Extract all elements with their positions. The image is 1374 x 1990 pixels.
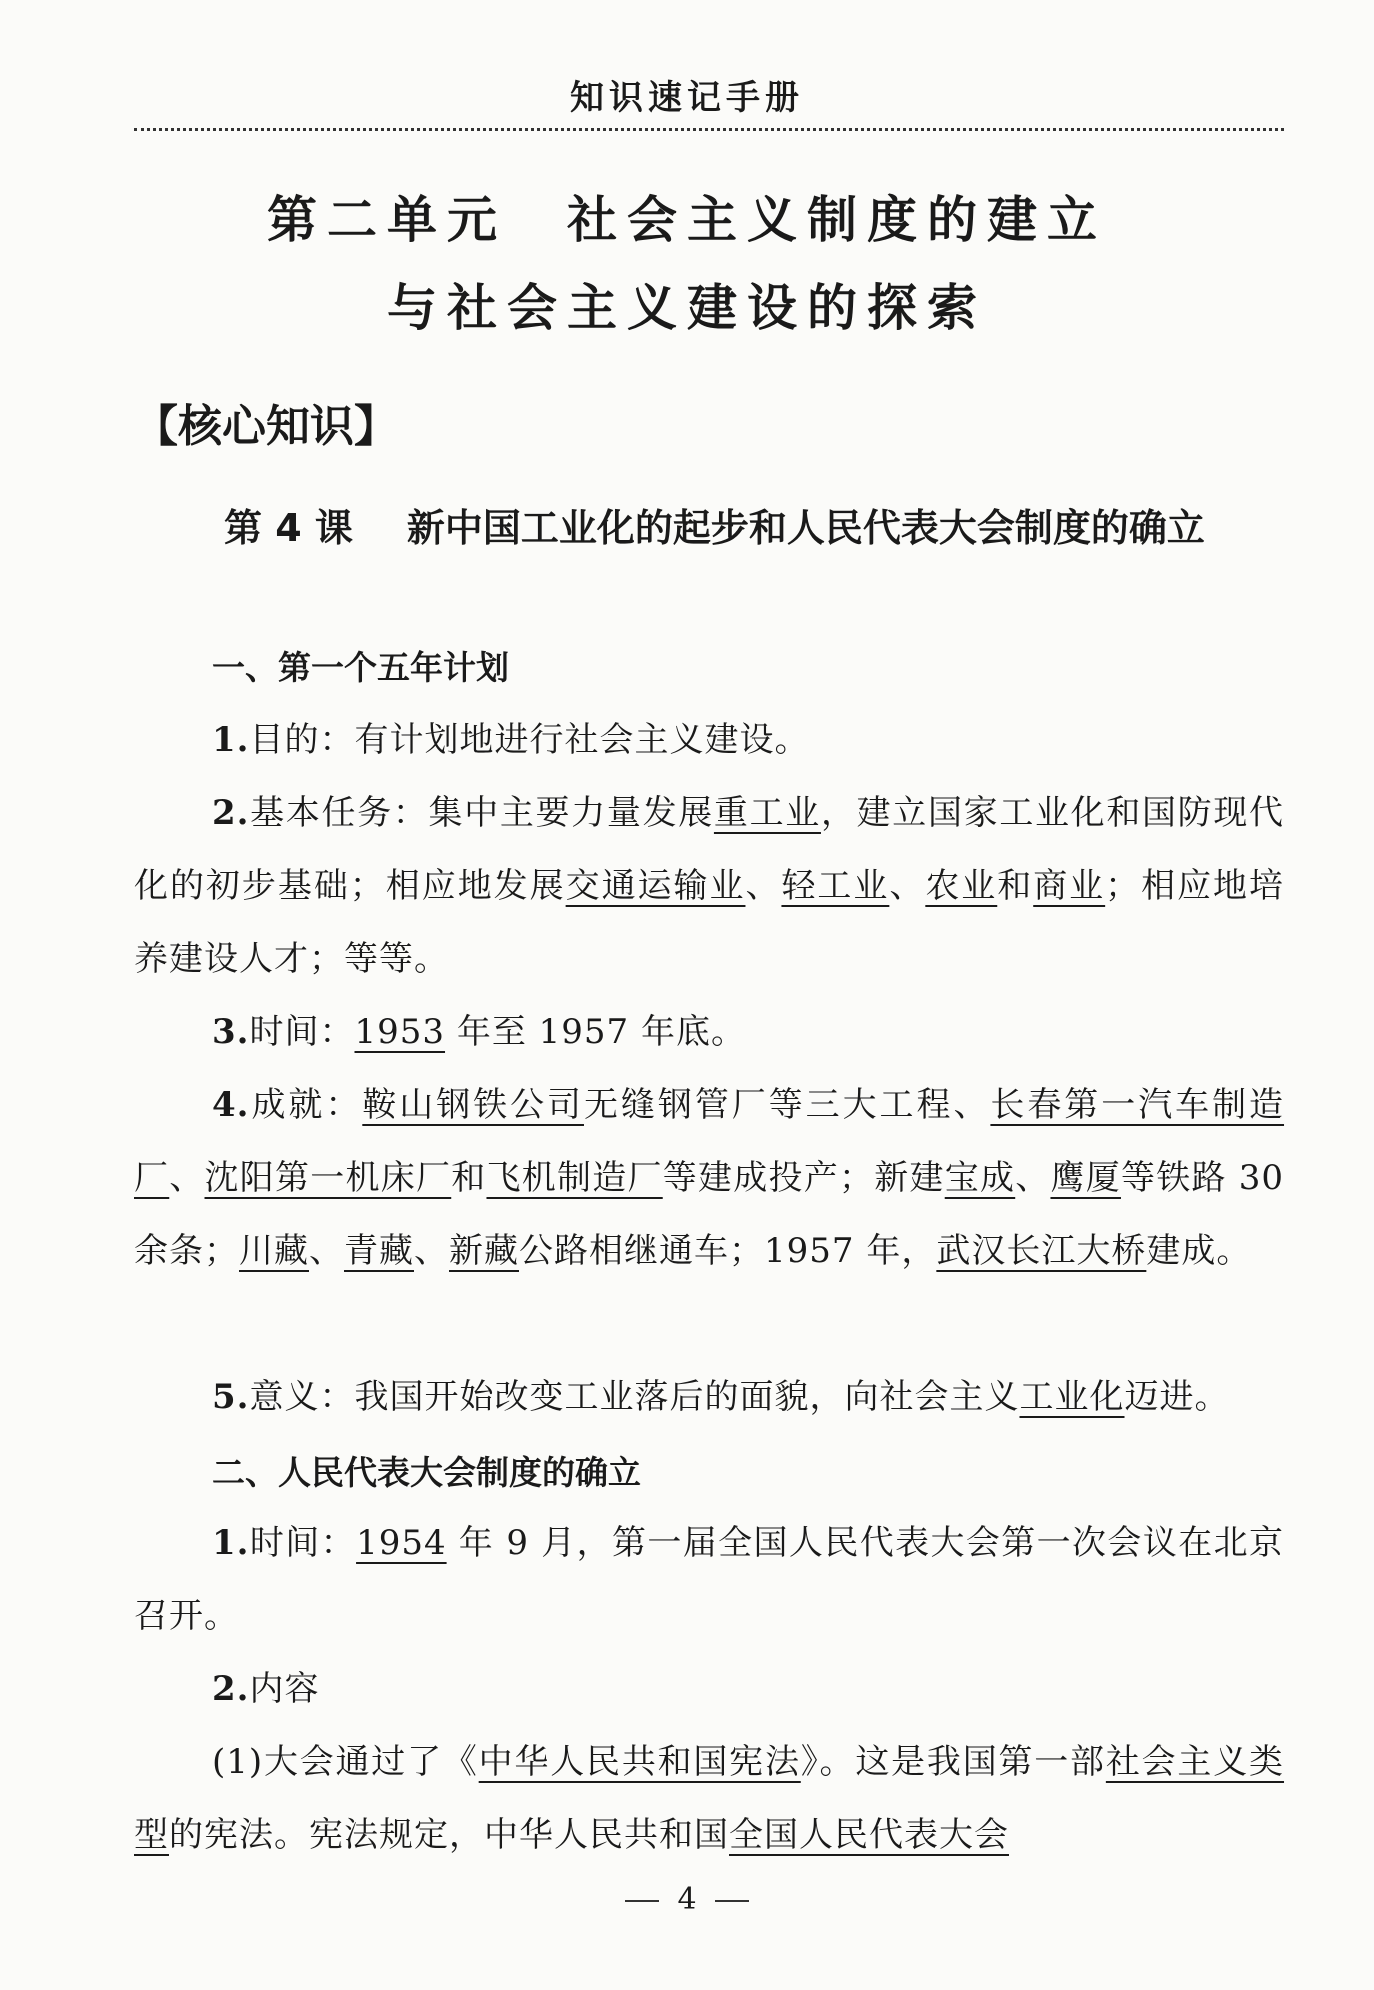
key-term: 鞍山钢铁公司 [362, 1085, 584, 1125]
text-run: 公路相继通车；1957 年， [519, 1231, 937, 1271]
text-run: 无缝钢管厂等三大工程、 [583, 1085, 991, 1125]
text-run: 等建成投产；新建 [662, 1158, 945, 1198]
key-term: 1954 [356, 1523, 447, 1563]
text-run: 的宪法。宪法规定，中华人民共和国 [169, 1815, 729, 1855]
key-term: 武汉长江大桥 [936, 1231, 1147, 1271]
key-term: 社会主义类型 [134, 1742, 1285, 1855]
text-run: 》。这是我国第一部 [800, 1742, 1106, 1782]
text-run: (1)大会通过了《 [212, 1742, 479, 1782]
text-run: 、 [414, 1231, 449, 1271]
item-number: 1. [212, 1523, 250, 1563]
text-run: 年 9 月，第一届全国人民代表大会第一次会议在北京召开。 [134, 1523, 1284, 1636]
text-run: 成就： [249, 1085, 363, 1125]
unit-number: 第二单元 [267, 190, 507, 249]
paragraph-time [134, 996, 1284, 1069]
text-run: 建成。 [1146, 1231, 1252, 1271]
key-term: 沈阳第一机床厂 [204, 1158, 452, 1198]
lesson-title-text: 新中国工业化的起步和人民代表大会制度的确立 [406, 506, 1205, 550]
text-run: 时间： [249, 1012, 355, 1052]
text-run: 、 [745, 866, 782, 906]
item-number: 1. [212, 720, 250, 760]
key-term: 1953 [354, 1012, 446, 1052]
section-heading-2: 二、人民代表大会制度的确立 [212, 1453, 641, 1492]
text-run: 、 [309, 1231, 344, 1271]
text-run: 意义：我国开始改变工业落后的面貌，向社会主义 [249, 1377, 1020, 1417]
paragraph-constitution [134, 1726, 1284, 1872]
item-number: 5. [212, 1377, 250, 1417]
text-run: 年至 1957 年底。 [445, 1012, 746, 1052]
item-number: 2. [212, 793, 250, 833]
page-number: 4 [677, 1882, 697, 1917]
lesson-title [134, 490, 1284, 566]
key-term: 交通运输业 [565, 866, 746, 906]
key-term: 商业 [1033, 866, 1106, 906]
key-term: 新藏 [449, 1231, 519, 1271]
text-run: ，建立国家工业化和国防现代化的初步基础；相应地发展 [134, 793, 1285, 906]
paragraph-tasks [134, 777, 1284, 996]
key-term: 全国人民代表大会 [729, 1815, 1009, 1855]
text-run: ；相应地培养建设人才；等等。 [134, 866, 1285, 979]
key-term: 飞机制造厂 [486, 1158, 663, 1198]
item-number: 2. [212, 1669, 250, 1709]
footer-dash-left [625, 1900, 659, 1902]
paragraph-congress-time [134, 1507, 1284, 1653]
running-header: 知识速记手册 [570, 78, 804, 118]
footer-dash-right [715, 1900, 749, 1902]
text-run: 、 [1015, 1158, 1051, 1198]
text-run: 、 [889, 866, 926, 906]
core-knowledge-heading: 【核心知识】 [134, 401, 398, 452]
paragraph-text: 目的：有计划地进行社会主义建设。 [249, 720, 810, 760]
paragraph-purpose [134, 704, 1284, 777]
unit-title-line2: 与社会主义建设的探索 [387, 278, 987, 337]
text-run: 、 [169, 1158, 205, 1198]
key-term: 宝成 [944, 1158, 1016, 1198]
key-term: 青藏 [344, 1231, 414, 1271]
key-term: 轻工业 [781, 866, 890, 906]
text-run: 等铁路 30 余条； [134, 1158, 1285, 1271]
paragraph-achievements [134, 1069, 1284, 1288]
key-term: 重工业 [713, 793, 821, 833]
section-heading-1: 一、第一个五年计划 [212, 648, 509, 687]
unit-title-text: 社会主义制度的建立 [567, 190, 1107, 249]
item-number: 4. [212, 1085, 250, 1125]
paragraph-content [134, 1653, 1284, 1726]
header-dotted-rule [134, 128, 1284, 131]
lesson-number: 第 4 课 [224, 506, 353, 550]
unit-title-line1 [0, 190, 1374, 249]
text-run: 基本任务：集中主要力量发展 [249, 793, 714, 833]
key-term: 长春第一汽车制造厂 [134, 1085, 1285, 1198]
text-run: 迈进。 [1124, 1377, 1230, 1417]
key-term: 工业化 [1019, 1377, 1125, 1417]
text-run: 和 [997, 866, 1034, 906]
paragraph-significance [134, 1361, 1284, 1434]
paragraph-text: 内容 [249, 1669, 320, 1709]
text-run: 时间： [249, 1523, 357, 1563]
key-term: 川藏 [239, 1231, 309, 1271]
text-run: 和 [451, 1158, 487, 1198]
item-number: 3. [212, 1012, 250, 1052]
key-term: 鹰厦 [1050, 1158, 1121, 1198]
key-term: 中华人民共和国宪法 [478, 1742, 801, 1782]
key-term: 农业 [925, 866, 998, 906]
page-footer [0, 1882, 1374, 1917]
